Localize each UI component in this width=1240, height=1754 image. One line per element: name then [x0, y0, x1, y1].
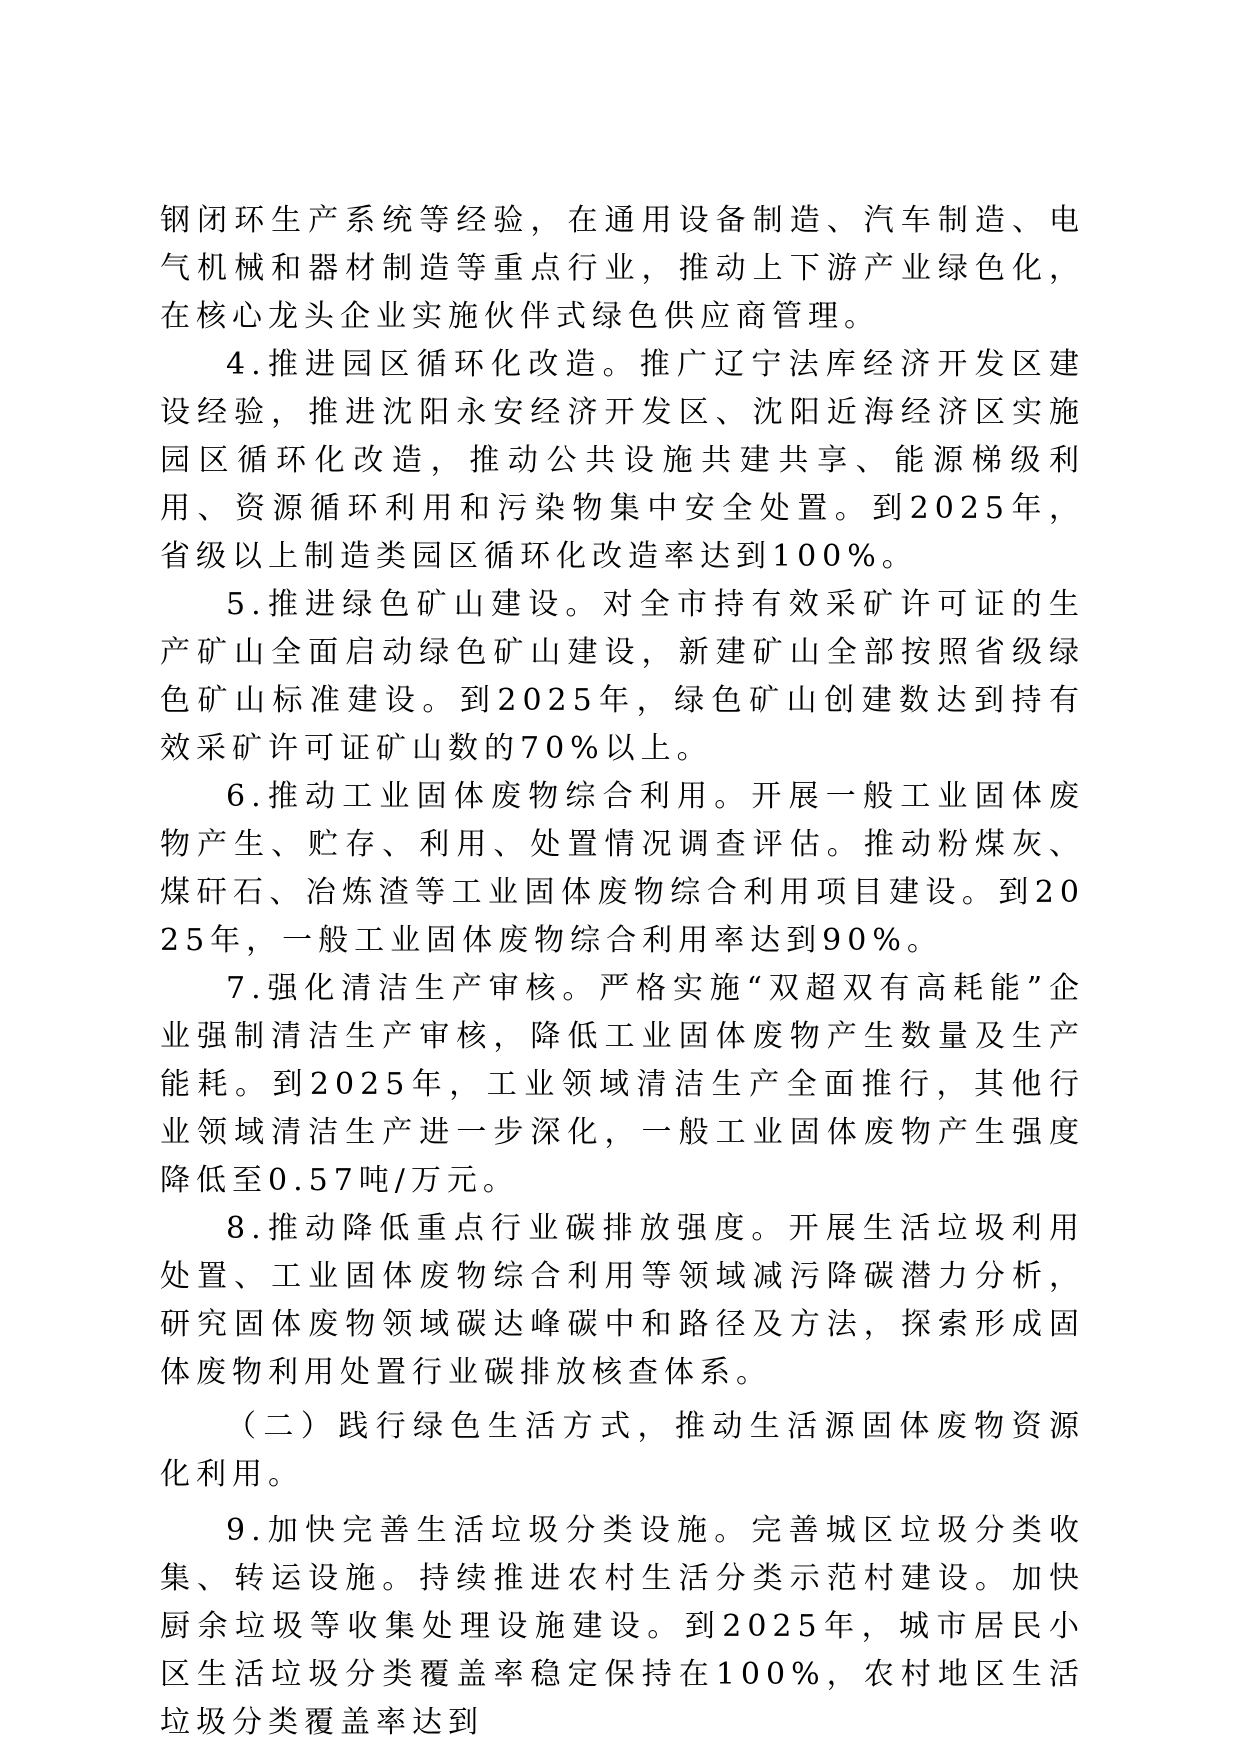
- section-heading-2: （二）践行绿色生活方式，推动生活源固体废物资源化利用。: [160, 1409, 1085, 1492]
- document-page: [160, 197, 1085, 1747]
- paragraph-item-8: 8.推动降低重点行业碳排放强度。开展生活垃圾利用处置、工业固体废物综合利用等领域减污降碳潜力分析，研究固体废物领域碳达峰碳中和路径及方法，探索形成固体废物利用处置行业碳排放核查体系。: [160, 1211, 1085, 1390]
- paragraph-item-5: 5.推进绿色矿山建设。对全市持有效采矿许可证的生产矿山全面启动绿色矿山建设，新建矿山全部按照省级绿色矿山标准建设。到2025年，绿色矿山创建数达到持有效采矿许可证矿山数的70%以上。: [160, 587, 1085, 766]
- paragraph-item-4: 4.推进园区循环化改造。推广辽宁法库经济开发区建设经验，推进沈阳永安经济开发区、沈阳近海经济区实施园区循环化改造，推动公共设施共建共享、能源梯级利用、资源循环利用和污染物集中安全处置。到2025年，省级以上制造类园区循环化改造率达到100%。: [160, 347, 1085, 574]
- paragraph-item-7: 7.强化清洁生产审核。严格实施“双超双有高耗能”企业强制清洁生产审核，降低工业固体废物产生数量及生产能耗。到2025年，工业领域清洁生产全面推行，其他行业领域清洁生产进一步深化，一般工业固体废物产生强度降低至0.57吨/万元。: [160, 971, 1085, 1198]
- paragraph-item-6: 6.推动工业固体废物综合利用。开展一般工业固体废物产生、贮存、利用、处置情况调查评估。推动粉煤灰、煤矸石、冶炼渣等工业固体废物综合利用项目建设。到2025年，一般工业固体废物综合利用率达到90%。: [160, 779, 1085, 958]
- paragraph-item-9: 9.加快完善生活垃圾分类设施。完善城区垃圾分类收集、转运设施。持续推进农村生活分类示范村建设。加快厨余垃圾等收集处理设施建设。到2025年，城市居民小区生活垃圾分类覆盖率稳定保持在100%，农村地区生活垃圾分类覆盖率达到: [160, 1513, 1085, 1740]
- paragraph-continuation: 钢闭环生产系统等经验，在通用设备制造、汽车制造、电气机械和器材制造等重点行业，推动上下游产业绿色化，在核心龙头企业实施伙伴式绿色供应商管理。: [160, 203, 1085, 334]
